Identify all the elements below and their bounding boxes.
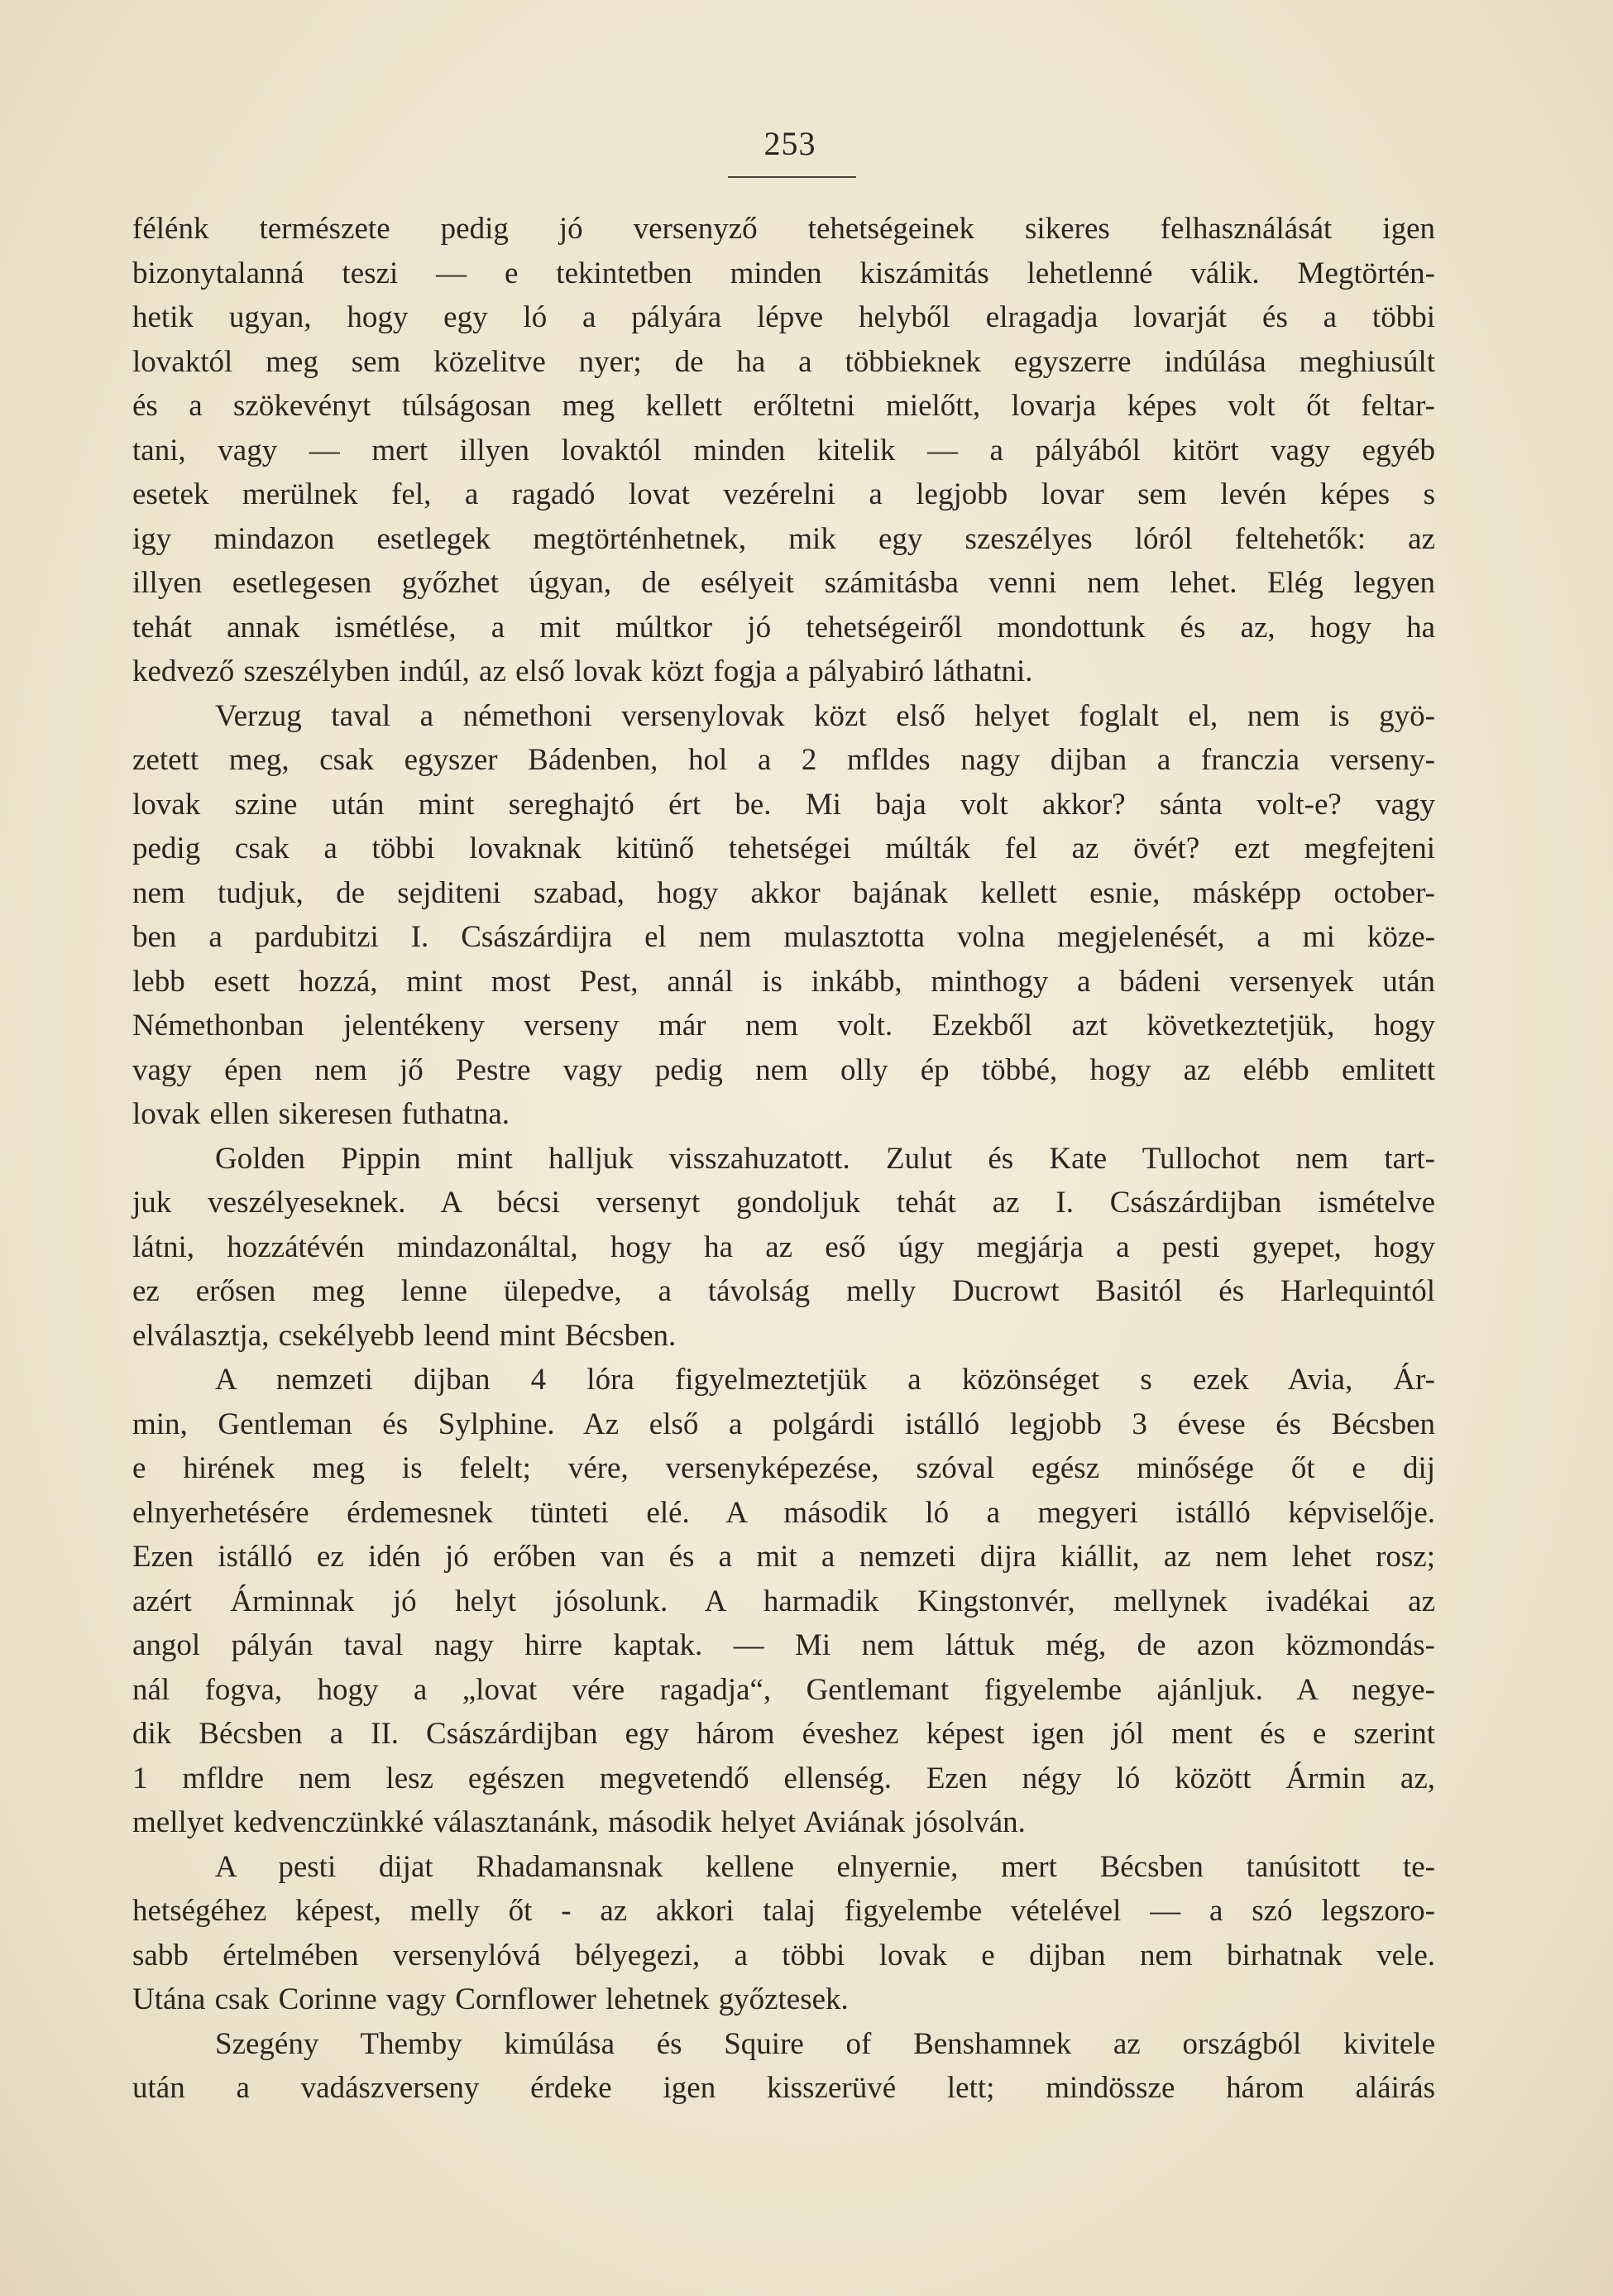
text-line: Szegény Themby kimúlása és Squire of Benshamnek az országból kivitele	[215, 2026, 1435, 2061]
text-line: Verzug taval a némethoni versenylovak közt első helyet foglalt el, nem is gyö-	[215, 698, 1435, 733]
text-line: A pesti dijat Rhadamansnak kellene elnyernie, mert Bécsben tanúsitott te-	[215, 1849, 1435, 1884]
text-line: sabb értelmében versenylóvá bélyegezi, a többi lovak e dijban nem birhatnak vele.	[132, 1938, 1435, 1972]
text-line: min, Gentleman és Sylphine. Az első a polgárdi istálló legjobb 3 évese és Bécsben	[132, 1407, 1435, 1441]
text-line: A nemzeti dijban 4 lóra figyelmeztetjük a közönséget s ezek Avia, Ár-	[215, 1363, 1435, 1397]
text-line: lovak ellen sikeresen futhatna.	[132, 1097, 510, 1131]
text-line: bizonytalanná teszi — e tekintetben minden kiszámitás lehetlenné válik. Megtörtén-	[132, 256, 1435, 290]
text-line: zetett meg, csak egyszer Bádenben, hol a 2 mfldes nagy dijban a franczia verseny-	[132, 743, 1435, 777]
text-line: hetik ugyan, hogy egy ló a pályára lépve helyből elragadja lovarját és a többi	[132, 300, 1435, 334]
text-line: ez erősen meg lenne ülepedve, a távolság melly Ducrowt Basitól és Harlequintól	[132, 1274, 1435, 1308]
text-line: Utána csak Corinne vagy Cornflower lehetnek győztesek.	[132, 1982, 849, 2016]
text-line: nem tudjuk, de sejditeni szabad, hogy akkor bajának kellett esnie, másképp october-	[132, 875, 1435, 910]
body-text	[132, 207, 1435, 2111]
text-line: látni, hozzátévén mindazonáltal, hogy ha az eső úgy megjárja a pesti gyepet, hogy	[132, 1229, 1435, 1264]
text-line: lovak szine után mint sereghajtó ért be. Mi baja volt akkor? sánta volt-e? vagy	[132, 787, 1435, 822]
text-line: 1 mfldre nem lesz egészen megvetendő ellenség. Ezen négy ló között Ármin az,	[132, 1761, 1435, 1795]
text-line: angol pályán taval nagy hirre kaptak. — Mi nem láttuk még, de azon közmondás-	[132, 1628, 1435, 1662]
text-line: mellyet kedvenczünkké választanánk, második helyet Aviának jósolván.	[132, 1805, 1026, 1839]
text-line: ben a pardubitzi I. Császárdijra el nem mulasztotta volna megjelenését, a mi köze-	[132, 920, 1435, 954]
text-line: elválasztja, csekélyebb leend mint Bécsben.	[132, 1318, 677, 1353]
text-line: nál fogva, hogy a „lovat vére ragadja“, Gentlemant figyelembe ajánljuk. A negye-	[132, 1672, 1435, 1707]
page-number-rule	[728, 176, 856, 178]
text-line: e hirének meg is felelt; vére, versenyképezése, szóval egész minősége őt e dij	[132, 1451, 1435, 1485]
text-line: Golden Pippin mint halljuk visszahuzatott. Zulut és Kate Tullochot nem tart-	[215, 1141, 1435, 1176]
text-line: illyen esetlegesen győzhet úgyan, de esélyeit számitásba venni nem lehet. Elég legyen	[132, 566, 1435, 600]
text-line: esetek merülnek fel, a ragadó lovat vezérelni a legjobb lovar sem levén képes s	[132, 477, 1435, 511]
text-line: pedig csak a többi lovaknak kitünő tehetségei múlták fel az övét? ezt megfejteni	[132, 832, 1435, 865]
text-line: lovaktól meg sem közelitve nyer; de ha a többieknek egyszerre indúlása meghiusúlt	[132, 344, 1435, 379]
text-line: tehát annak ismétlése, a mit múltkor jó tehetségeiről mondottunk és az, hogy ha	[132, 610, 1435, 645]
text-line: tani, vagy — mert illyen lovaktól minden kitelik — a pályából kitört vagy egyéb	[132, 433, 1435, 467]
text-line: hetségéhez képest, melly őt - az akkori talaj figyelembe vételével — a szó legszoro-	[132, 1894, 1435, 1928]
text-line: azért Árminnak jó helyt jósolunk. A harmadik Kingstonvér, mellynek ivadékai az	[132, 1584, 1435, 1618]
text-line: Némethonban jelentékeny verseny már nem volt. Ezekből azt következtetjük, hogy	[132, 1009, 1435, 1043]
text-line: után a vadászverseny érdeke igen kisszerüvé lett; mindössze három aláirás	[132, 2071, 1435, 2105]
text-line: juk veszélyeseknek. A bécsi versenyt gondoljuk tehát az I. Császárdijban ismételve	[132, 1186, 1435, 1220]
text-line: igy mindazon esetlegek megtörténhetnek, mik egy szeszélyes lóról feltehetők: az	[132, 521, 1435, 556]
text-line: és a szökevényt túlságosan meg kellett erőltetni mielőtt, lovarja képes volt őt feltar-	[132, 389, 1435, 423]
text-line: félénk természete pedig jó versenyző tehetségeinek sikeres felhasználását igen	[132, 212, 1435, 246]
text-line: dik Bécsben a II. Császárdijban egy három éveshez képest igen jól ment és e szerint	[132, 1717, 1435, 1751]
text-line: lebb esett hozzá, mint most Pest, annál is inkább, minthogy a bádeni versenyek után	[132, 964, 1435, 999]
text-line: kedvező szeszélyben indúl, az első lovak közt fogja a pályabiró láthatni.	[132, 654, 1033, 688]
text-line: elnyerhetésére érdemesnek tünteti elé. A második ló a megyeri istálló képviselője.	[132, 1495, 1435, 1530]
text-line: Ezen istálló ez idén jó erőben van és a mit a nemzeti dijra kiállit, az nem lehet rosz;	[132, 1540, 1435, 1574]
text-line: vagy épen nem jő Pestre vagy pedig nem olly ép többé, hogy az elébb emlitett	[132, 1052, 1435, 1087]
page-number: 253	[763, 125, 816, 162]
